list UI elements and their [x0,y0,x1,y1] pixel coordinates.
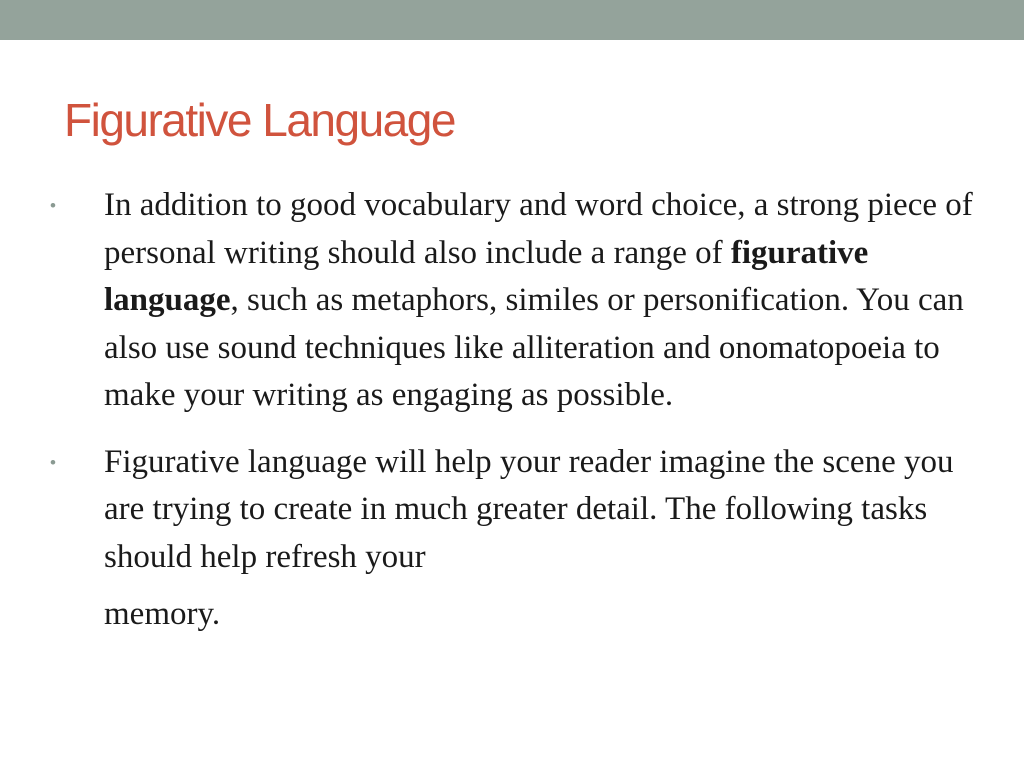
top-color-band [0,0,1024,40]
bullet-1-text-start: In addition to good vocabulary and word choice, a strong piece of personal writing should also include a range of [104,187,973,271]
bullet-1-bold-term: figurative language [104,234,869,318]
bullet-dot-icon: • [50,196,56,215]
bullet-item-1 [48,182,988,420]
slide-title: Figurative Language [64,94,455,146]
bullet-1-text-end: , such as metaphors, similes or personification. You can also use sound techniques like alliteration and onomatopoeia to make your writing as engaging as possible. [104,282,964,413]
bullet-dot-icon: • [50,452,56,472]
bullet-2-text: Figurative language will help your reader imagine the scene you are trying to create in much greater detail. The following tasks should help refresh your [104,443,954,575]
bullet-2-last-line: memory. [104,596,221,632]
bullet-item-2 [48,439,988,639]
bullet-list [48,182,988,639]
